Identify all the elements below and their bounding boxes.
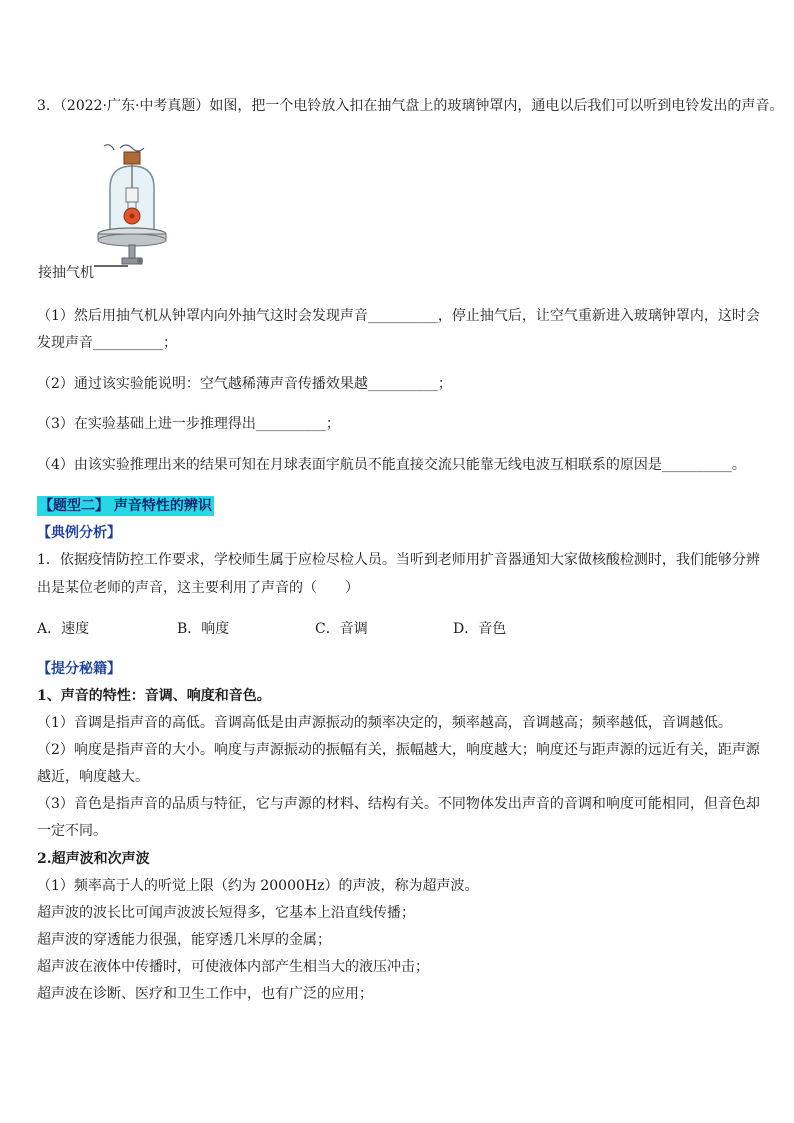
tips-heading-2: 2.超声波和次声波 [37,851,150,867]
option-b[interactable]: B．响度 [177,621,230,637]
question-1-line2: 出是某位老师的声音，这主要利用了声音的（ ） [37,580,359,596]
option-a[interactable]: A．速度 [37,621,90,637]
tips-paragraph-timbre-line1: （3）音色是指声音的品质与特征，它与声源的材料、结构有关。不同物体发出声音的音调和响度可能相同，但音色却 [37,796,760,812]
tips-paragraph-ultrasound-def: （1）频率高于人的听觉上限（约为 20000Hz）的声波，称为超声波。 [37,878,479,894]
question-3-sub1-line1: （1）然后用抽气机从钟罩内向外抽气这时会发现声音__________，停止抽气后，让空气重新进入玻璃钟罩内，这时会 [37,308,760,324]
tips-paragraph-loudness-line1: （2）响度是指声音的大小。响度与声源振动的振幅有关，振幅越大，响度越大；响度还与距声源的远近有关，距声源 [37,742,760,758]
option-c[interactable]: C．音调 [315,621,368,637]
tips-paragraph-ultrasound-applications: 超声波在诊断、医疗和卫生工作中，也有广泛的应用； [37,986,373,1002]
tips-paragraph-loudness-line2: 越近，响度越大。 [37,769,149,785]
tips-paragraph-ultrasound-liquid: 超声波在液体中传播时，可使液体内部产生相当大的液压冲击； [37,959,429,975]
tips-paragraph-pitch: （1）音调是指声音的高低。音调高低是由声源振动的频率决定的，频率越高，音调越高；频率越低，音调越低。 [37,715,732,731]
tips-paragraph-timbre-line2: 一定不同。 [37,823,107,839]
vacuum-pump-label: 接抽气机 [38,265,94,281]
question-3-sub2: （2）通过该实验能说明：空气越稀薄声音传播效果越__________； [37,376,452,392]
question-3-sub1-line2: 发现声音__________； [37,335,177,351]
question-1-line1: 1．依据疫情防控工作要求，学校师生属于应检尽检人员。当听到老师用扩音器通知大家做核酸检测时，我们能够分辨 [37,552,760,568]
option-d[interactable]: D．音色 [453,621,507,637]
tips-paragraph-ultrasound-penetration: 超声波的穿透能力很强，能穿透几米厚的金属； [37,932,331,948]
tips-label: 【提分秘籍】 [37,661,121,677]
question-1-options [37,618,757,638]
question-3-sub3: （3）在实验基础上进一步推理得出__________； [37,416,340,432]
question-3-sub4: （4）由该实验推理出来的结果可知在月球表面宇航员不能直接交流只能靠无线电波互相联系的原因是__________。 [37,457,746,473]
section-tag-type2: 【题型二】 声音特性的辨识 [39,498,212,514]
tips-paragraph-ultrasound-wavelength: 超声波的波长比可闻声波波长短得多，它基本上沿直线传播； [37,905,415,921]
tips-heading-1: 1、声音的特性：音调、响度和音色。 [37,688,271,704]
typical-analysis-label: 【典例分析】 [37,525,121,541]
question-3-intro: 3．（2022·广东·中考真题）如图，把一个电铃放入扣在抽气盘上的玻璃钟罩内，通电以后我们可以听到电铃发出的声音。 [37,98,784,114]
